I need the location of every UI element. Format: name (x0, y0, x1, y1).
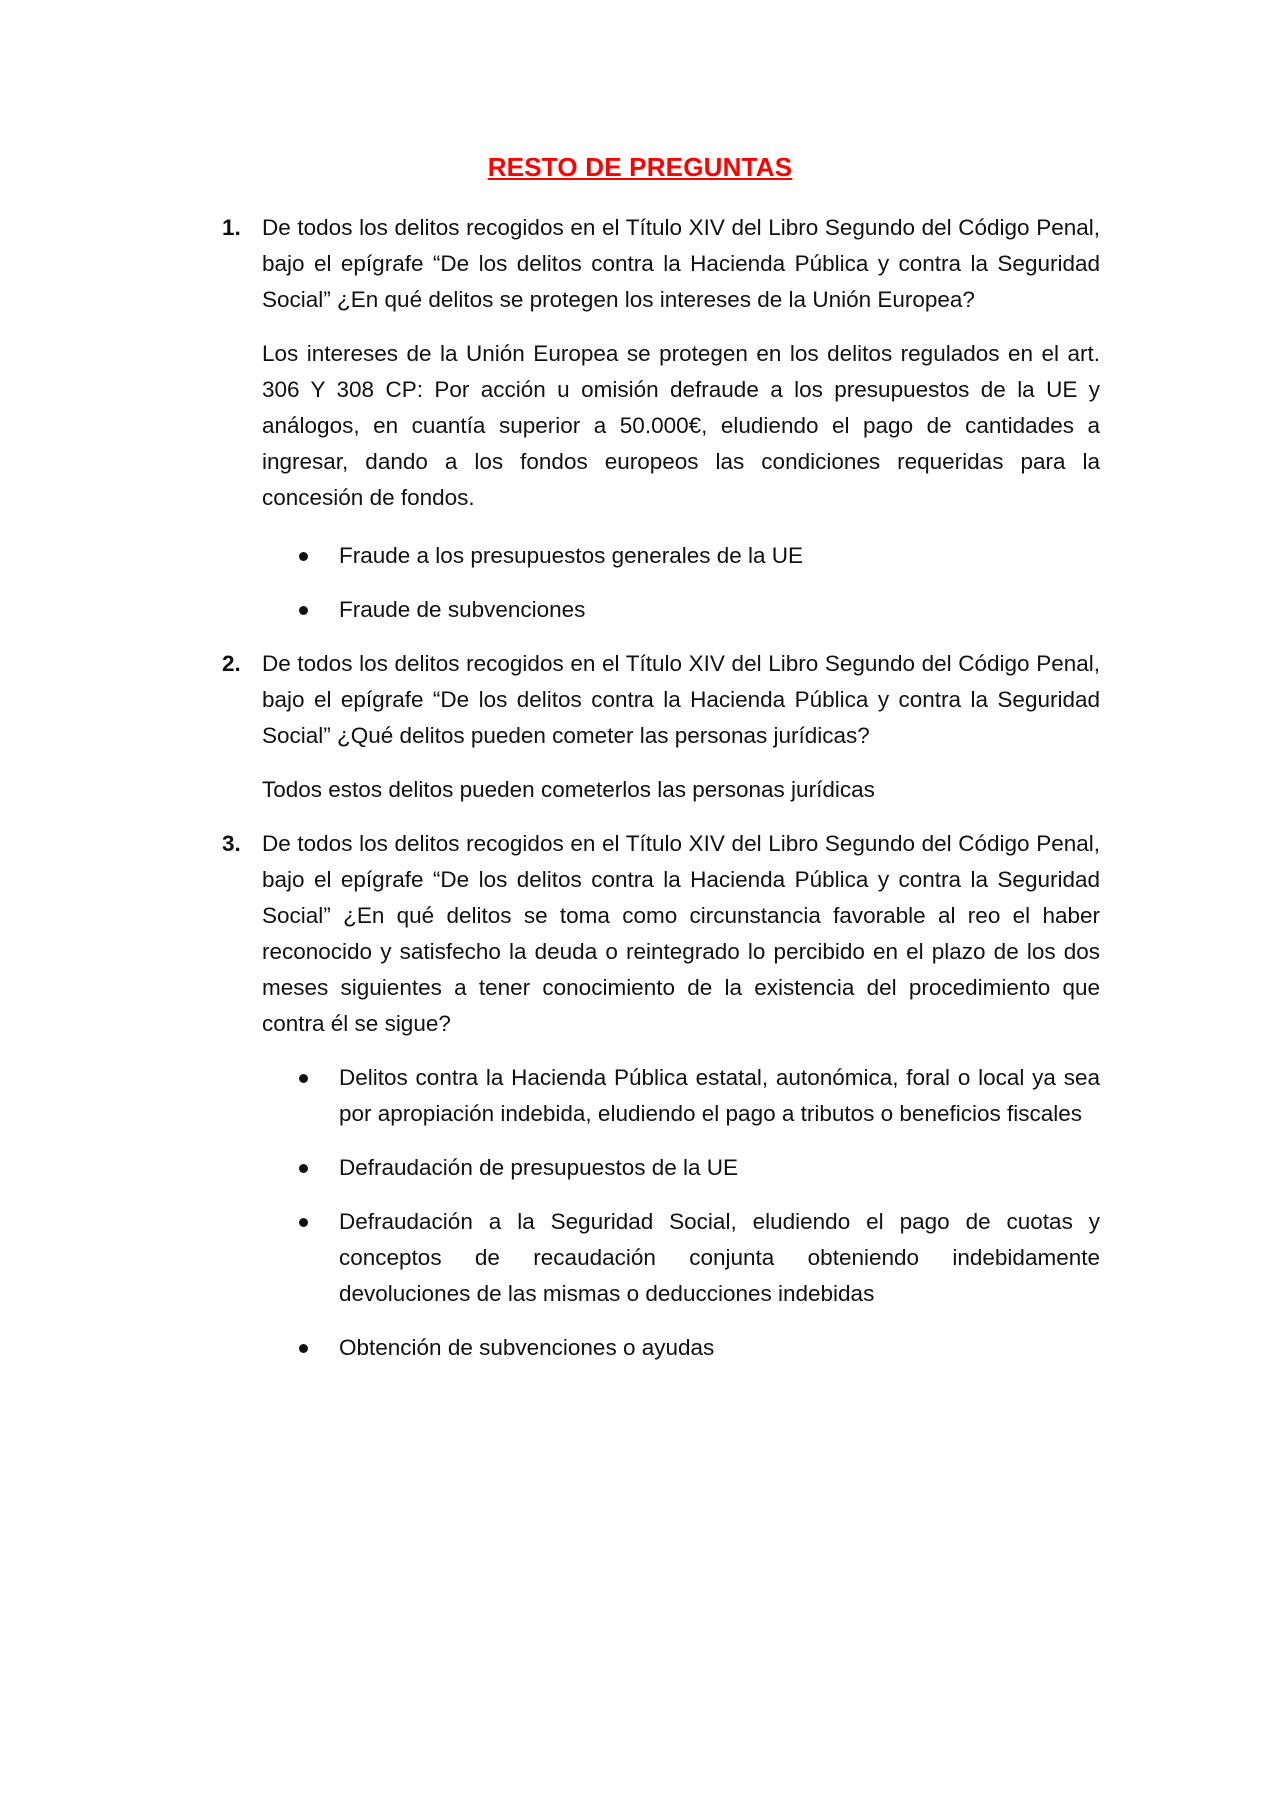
list-item (339, 592, 1100, 628)
question-text: De todos los delitos recogidos en el Título XIV del Libro Segundo del Código Penal, bajo el epígrafe “De los delitos contra la Hacienda Pública y contra la Seguridad Social” ¿Qué delitos pueden cometer las personas jurídicas? (262, 651, 1100, 748)
question-text: De todos los delitos recogidos en el Título XIV del Libro Segundo del Código Penal, bajo el epígrafe “De los delitos contra la Hacienda Pública y contra la Seguridad Social” ¿En qué delitos se toma como circunstancia favorable al reo el haber reconocido y satisfecho la deuda o reintegrado lo percibido en el plazo de los dos meses siguientes a tener conocimiento de la existencia del procedimiento que contra él se sigue? (262, 831, 1100, 1036)
bullet-icon (299, 1344, 308, 1353)
list-item (339, 1150, 1100, 1186)
list-item-text: Fraude a los presupuestos generales de la UE (339, 543, 804, 568)
question-number: 1. (222, 215, 241, 240)
list-item (339, 1204, 1100, 1312)
bullet-icon (299, 1164, 308, 1173)
question-2 (222, 646, 1100, 754)
bullet-icon (299, 552, 308, 561)
list-item (339, 1060, 1100, 1132)
bullet-icon (299, 606, 308, 615)
question-1 (222, 210, 1100, 318)
list-item-text: Obtención de subvenciones o ayudas (339, 1335, 715, 1360)
list-item (339, 1330, 1100, 1366)
list-item-text: Fraude de subvenciones (339, 597, 586, 622)
bullet-list-1 (222, 538, 1100, 628)
list-item-text: Defraudación a la Seguridad Social, eludiendo el pago de cuotas y conceptos de recaudación conjunta obteniendo indebidamente devoluciones de las mismas o deducciones indebidas (339, 1209, 1100, 1306)
bullet-list-3 (222, 1060, 1100, 1366)
bullet-icon (299, 1218, 308, 1227)
list-item-text: Delitos contra la Hacienda Pública estatal, autonómica, foral o local ya sea por apropiación indebida, eludiendo el pago a tributos o beneficios fiscales (339, 1065, 1100, 1126)
questions-list (222, 210, 1100, 1366)
list-item (339, 538, 1100, 574)
bullet-icon (299, 1074, 308, 1083)
question-text: De todos los delitos recogidos en el Título XIV del Libro Segundo del Código Penal, bajo el epígrafe “De los delitos contra la Hacienda Pública y contra la Seguridad Social” ¿En qué delitos se protegen los intereses de la Unión Europea? (262, 215, 1100, 312)
page-title: RESTO DE PREGUNTAS (487, 152, 793, 182)
question-3 (222, 826, 1100, 1042)
question-number: 2. (222, 651, 241, 676)
list-item-text: Defraudación de presupuestos de la UE (339, 1155, 739, 1180)
answer-1: Los intereses de la Unión Europea se protegen en los delitos regulados en el art. 306 Y 308 CP: Por acción u omisión defraude a los presupuestos de la UE y análogos, en cuantía superior a 50.000€, eludiendo el pago de cantidades a ingresar, dando a los fondos europeos las condiciones requeridas para la concesión de fondos. (262, 341, 1100, 510)
answer-2: Todos estos delitos pueden cometerlos las personas jurídicas (262, 777, 875, 802)
question-number: 3. (222, 831, 241, 856)
